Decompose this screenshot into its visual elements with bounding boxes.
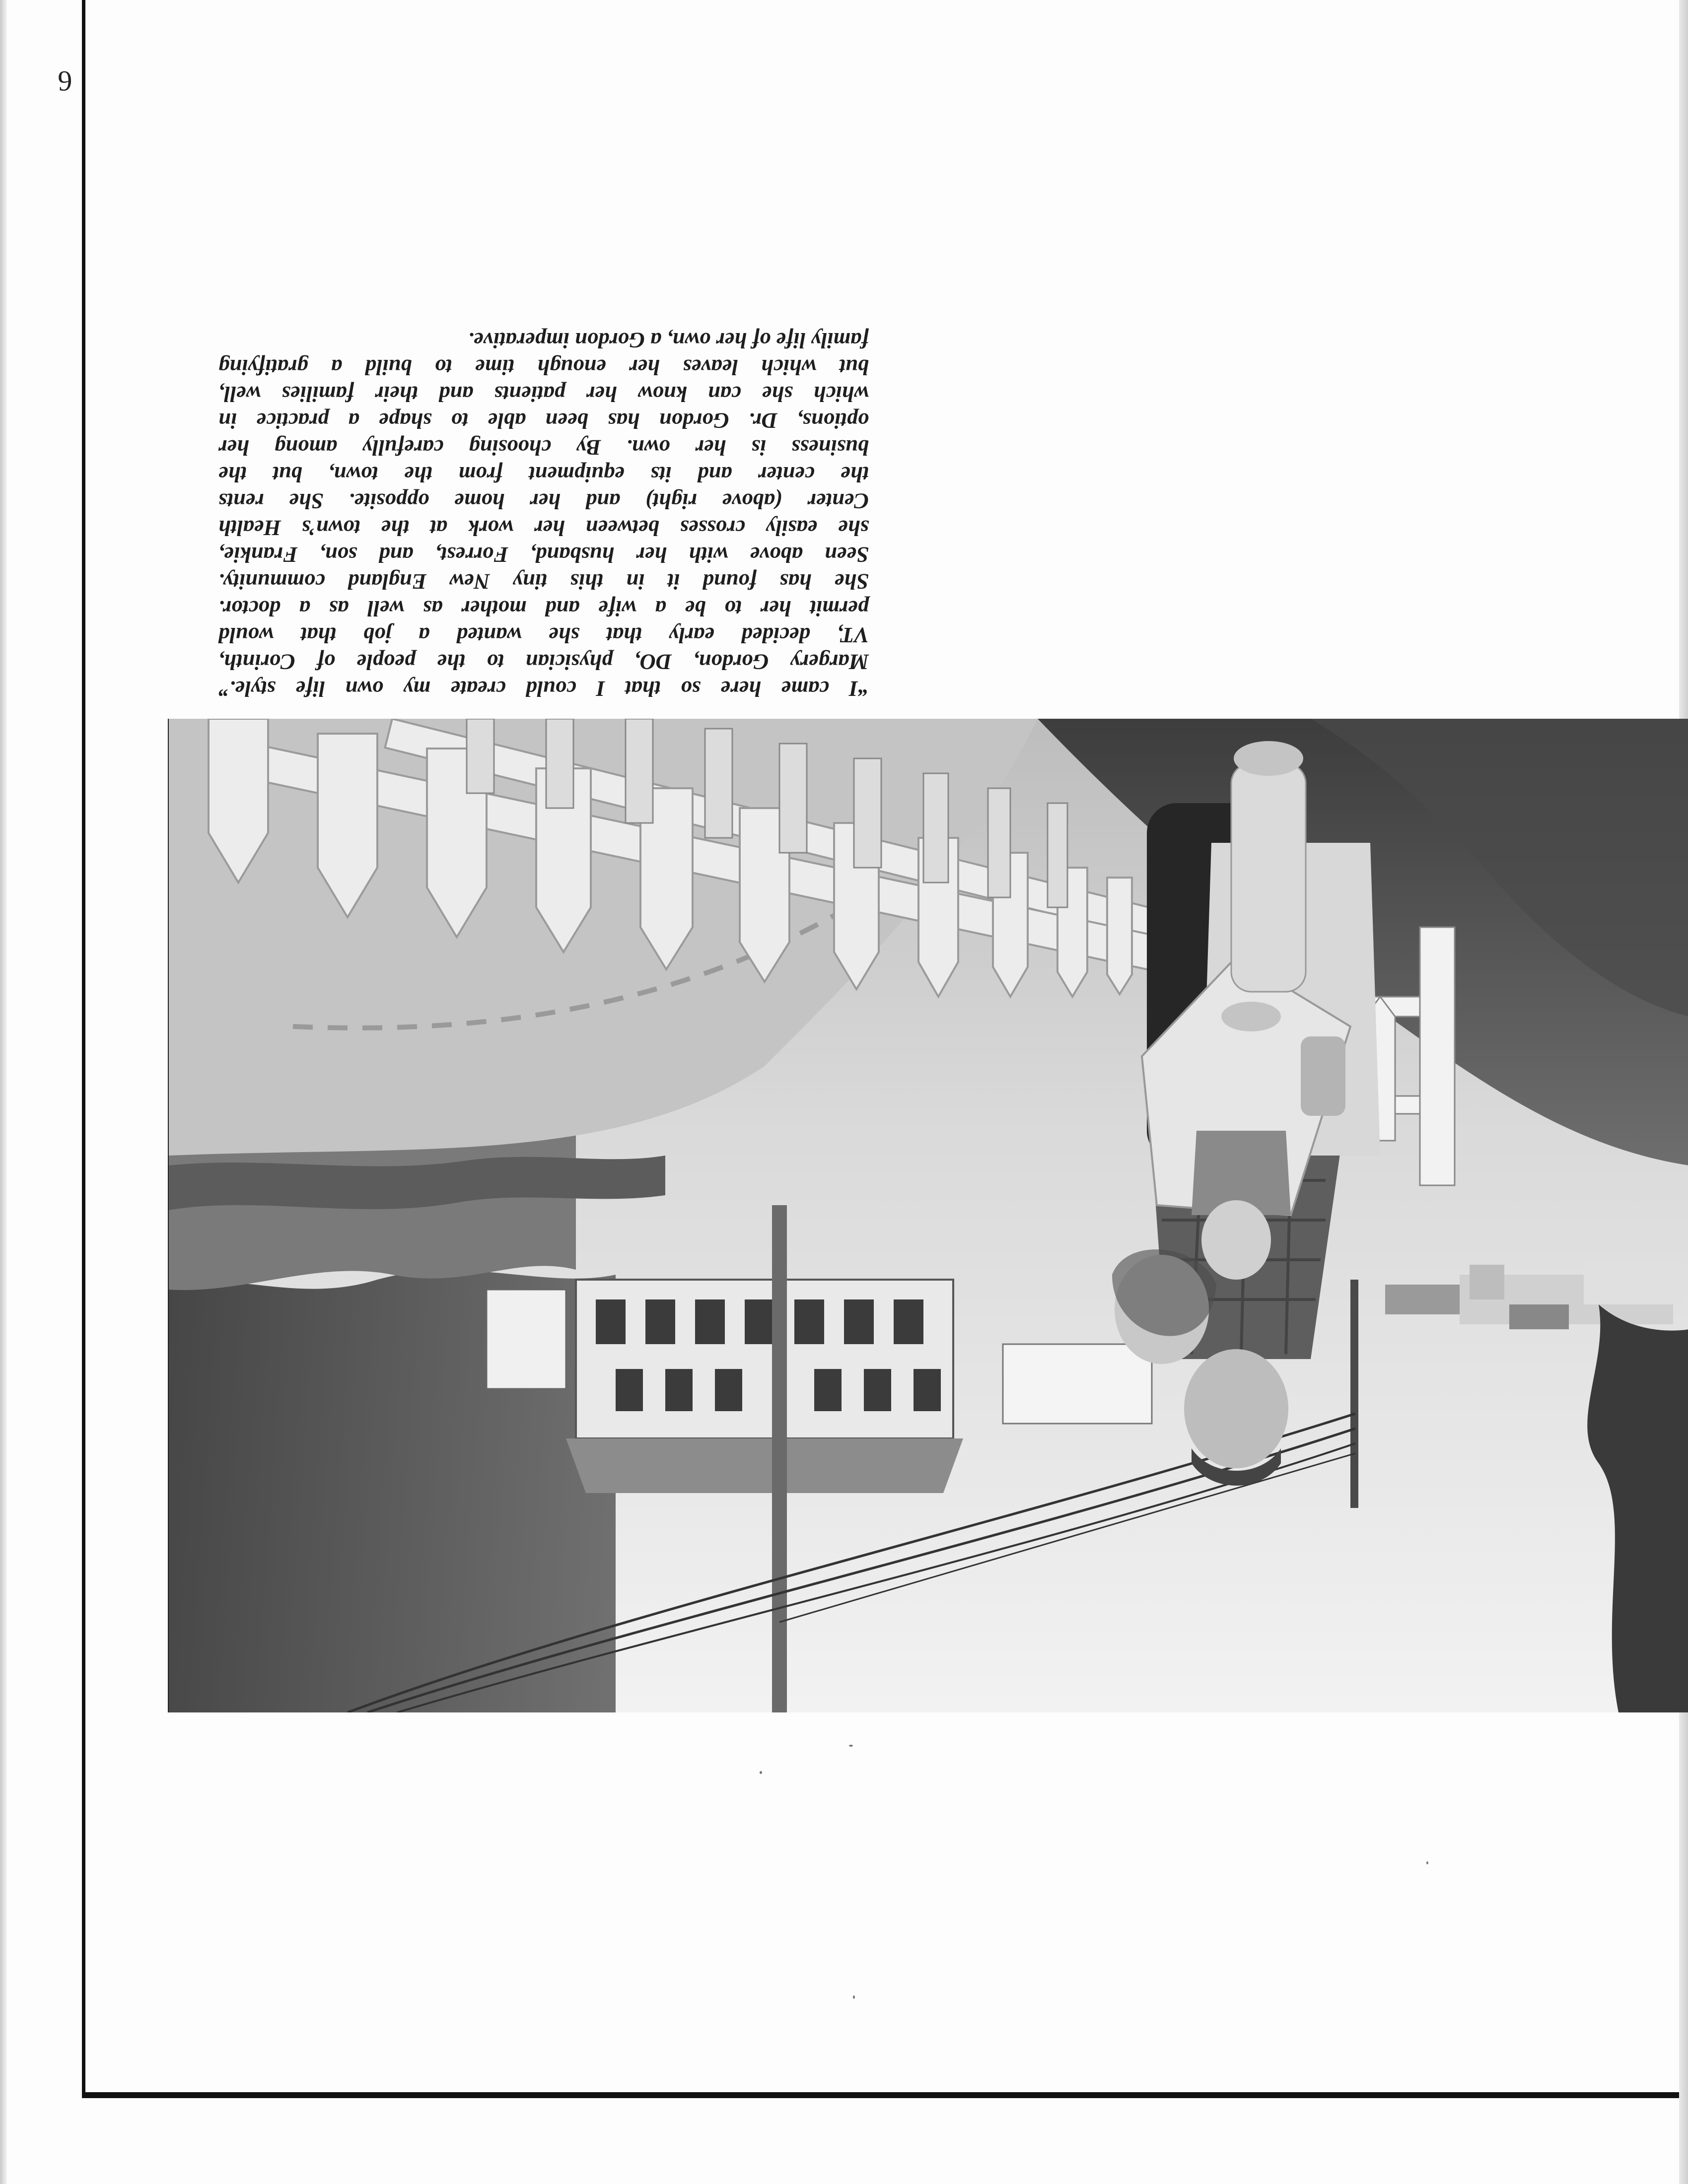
- caption-line: She has found it in this tiny New England community.: [218, 569, 869, 594]
- caption-line: family life of her own, a Gordon imperative.: [468, 328, 869, 353]
- caption-line: Seen above with her husband, Forrest, and son, Frankie,: [218, 543, 869, 567]
- scan-speck: [1426, 1861, 1428, 1864]
- caption-line: she easily crosses between her work at the town’s Health: [218, 516, 869, 541]
- scan-speck: [760, 1771, 762, 1774]
- caption-line: Center (above right) and her home opposite. She rents: [218, 489, 869, 514]
- caption-line: business is her own. By choosing carefully among her: [218, 435, 869, 460]
- page-number: 6: [58, 65, 72, 97]
- scan-speck: [853, 1995, 855, 1999]
- scan-speck: [849, 1745, 853, 1747]
- caption-line: the center and its equipment from the town, but the: [218, 462, 869, 487]
- caption-line: VT, decided early that she wanted a job that would: [218, 623, 869, 648]
- bottom-border-rule: [82, 2092, 1688, 2098]
- caption-line: but which leaves her enough time to build a gratifying: [218, 355, 869, 380]
- caption-line: “I came here so that I could create my own life style.”: [218, 677, 869, 701]
- photo-caption: [218, 206, 869, 702]
- caption-line: which she can know her patients and their families well,: [218, 382, 869, 407]
- caption-line: permit her to be a wife and mother as well as a doctor.: [218, 596, 869, 621]
- scan-shadow-edge: [0, 0, 7, 2184]
- left-border-rule: [82, 0, 85, 2097]
- family-photo: [168, 719, 1688, 1712]
- caption-line: options, Dr. Gordon has been able to shape a practice in: [218, 409, 869, 433]
- caption-line: Margery Gordon, DO, physician to the people of Corinth,: [218, 650, 869, 675]
- photo-illustration: [169, 719, 1688, 1712]
